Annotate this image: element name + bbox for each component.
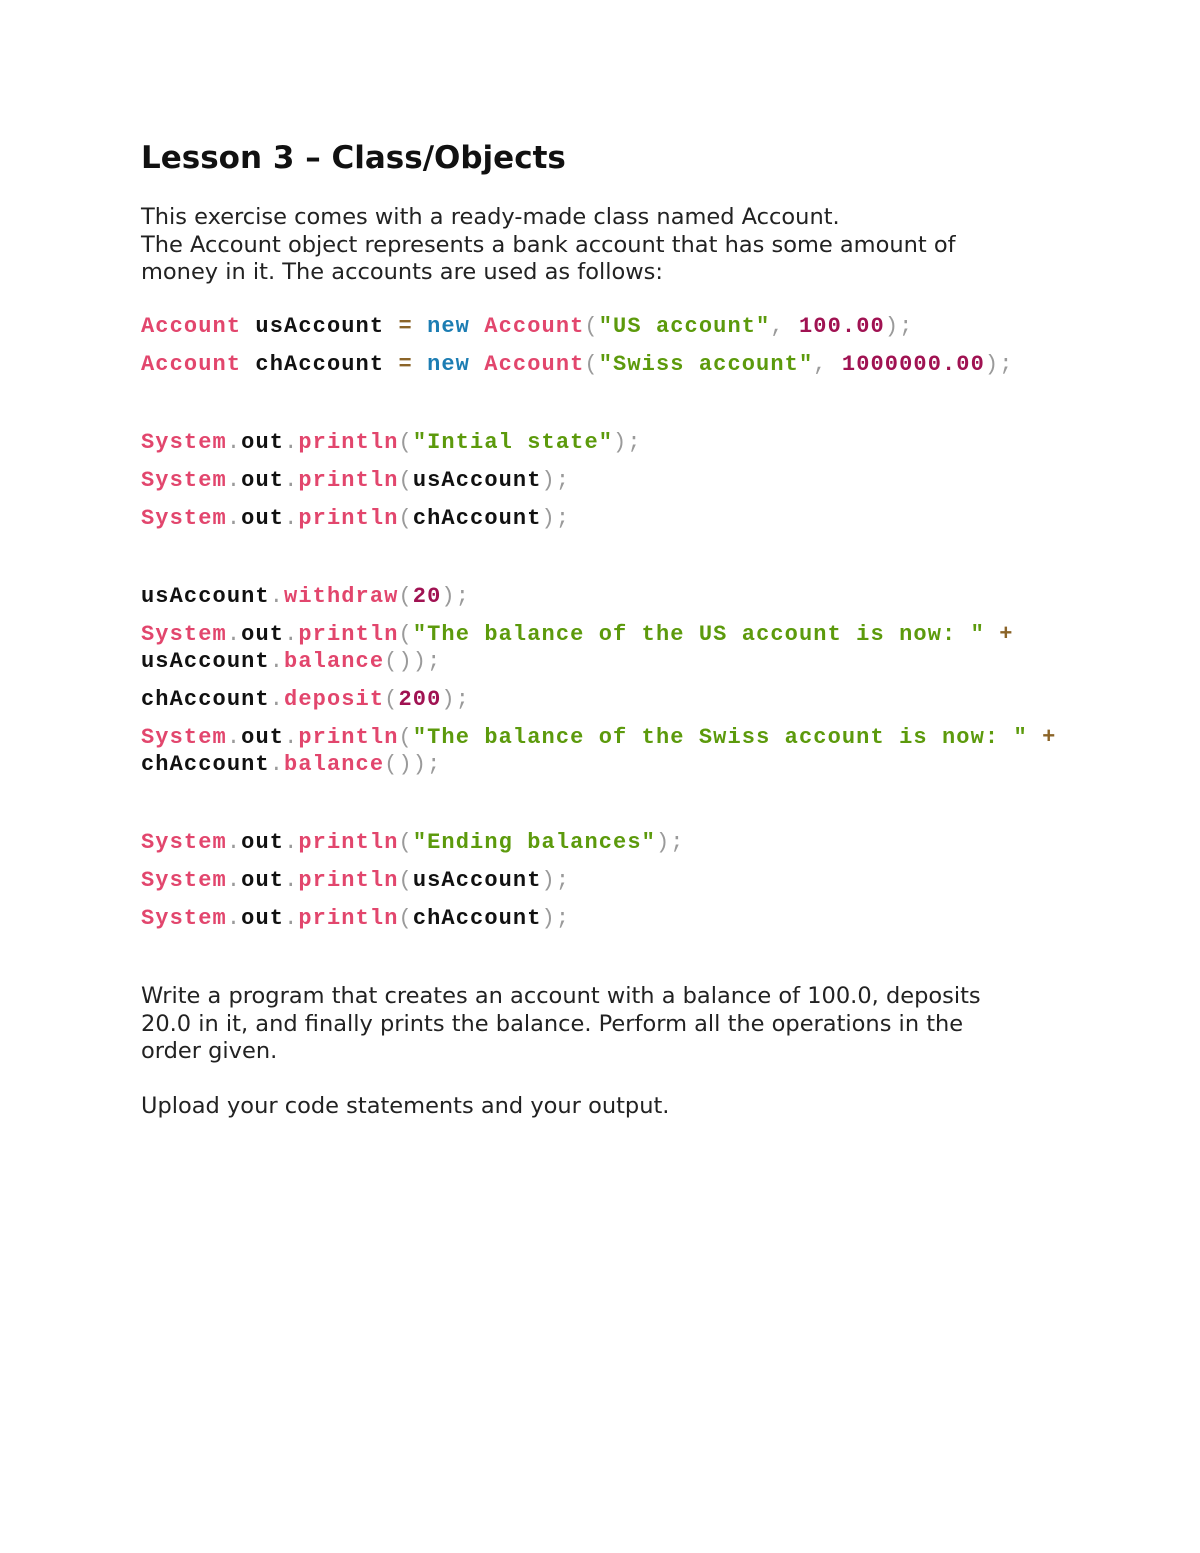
- code-token: .: [226, 506, 242, 531]
- code-token: balance: [284, 649, 385, 674]
- code-token: println: [298, 725, 399, 750]
- code-token: );: [541, 868, 571, 893]
- code-line: [141, 429, 642, 456]
- code-token: println: [298, 868, 399, 893]
- code-token: .: [284, 868, 299, 893]
- intro-line: This exercise comes with a ready-made class named Account.: [141, 204, 840, 230]
- code-token: 200: [398, 687, 442, 712]
- code-token: +: [1027, 725, 1057, 750]
- code-token: out: [241, 830, 285, 855]
- code-token: Account: [141, 314, 242, 339]
- code-token: (: [398, 430, 413, 455]
- code-line: [141, 648, 441, 675]
- intro-line: money in it. The accounts are used as follows:: [141, 259, 663, 285]
- code-token: .: [226, 830, 242, 855]
- code-token: (: [584, 314, 599, 339]
- code-line: [141, 867, 570, 894]
- code-token: out: [241, 868, 285, 893]
- code-token: usAccount: [241, 314, 399, 339]
- code-token: );: [984, 352, 1014, 377]
- code-line: [141, 583, 470, 610]
- code-token: .: [226, 468, 242, 493]
- code-token: "Ending balances": [412, 830, 656, 855]
- code-token: =: [398, 352, 413, 377]
- code-token: (: [398, 830, 413, 855]
- code-token: 100.00: [798, 314, 885, 339]
- code-token: );: [613, 430, 642, 455]
- code-token: (: [398, 584, 413, 609]
- code-token: (: [398, 725, 413, 750]
- code-token: ,: [770, 314, 799, 339]
- code-token: .: [284, 622, 299, 647]
- code-token: .: [226, 622, 242, 647]
- upload-instruction: Upload your code statements and your output.: [141, 1093, 670, 1119]
- code-token: "Intial state": [412, 430, 614, 455]
- page-title: Lesson 3 – Class/Objects: [141, 140, 566, 176]
- code-token: chAccount: [141, 687, 270, 712]
- code-token: out: [241, 622, 285, 647]
- code-token: .: [284, 725, 299, 750]
- code-token: .: [226, 725, 242, 750]
- code-token: .: [269, 752, 285, 777]
- code-token: .: [284, 506, 299, 531]
- code-token: System: [141, 906, 227, 931]
- code-token: "The balance of the Swiss account is now: ": [412, 725, 1028, 750]
- code-line: [141, 505, 570, 532]
- code-line: [141, 621, 1014, 648]
- intro-line: The Account object represents a bank account that has some amount of: [141, 231, 956, 258]
- code-token: ,: [813, 352, 842, 377]
- code-token: out: [241, 725, 285, 750]
- code-token: chAccount: [241, 352, 399, 377]
- code-token: println: [298, 506, 399, 531]
- code-token: .: [284, 830, 299, 855]
- code-token: usAccount: [141, 649, 270, 674]
- code-token: ());: [384, 752, 442, 777]
- code-token: [413, 352, 427, 377]
- code-token: println: [298, 622, 399, 647]
- code-line: [141, 686, 470, 713]
- code-token: "Swiss account": [598, 352, 814, 377]
- code-token: );: [441, 584, 470, 609]
- code-token: .: [284, 430, 299, 455]
- code-token: Account: [470, 314, 585, 339]
- code-token: out: [241, 430, 285, 455]
- code-token: println: [298, 830, 399, 855]
- code-token: .: [269, 649, 285, 674]
- code-token: chAccount: [412, 906, 542, 931]
- code-token: chAccount: [141, 752, 270, 777]
- code-token: Account: [141, 352, 242, 377]
- code-token: println: [298, 906, 399, 931]
- code-line: [141, 751, 441, 778]
- code-token: usAccount: [141, 584, 270, 609]
- code-line: [141, 829, 685, 856]
- code-token: System: [141, 506, 227, 531]
- code-token: "The balance of the US account is now: ": [412, 622, 985, 647]
- code-token: .: [284, 468, 299, 493]
- code-token: .: [226, 906, 242, 931]
- code-line: [141, 724, 1056, 751]
- code-token: .: [226, 430, 242, 455]
- code-token: balance: [284, 752, 385, 777]
- code-line: [141, 467, 570, 494]
- code-token: ());: [384, 649, 442, 674]
- code-token: System: [141, 725, 227, 750]
- code-token: );: [541, 468, 571, 493]
- code-token: usAccount: [412, 868, 542, 893]
- code-token: "US account": [598, 314, 771, 339]
- code-token: System: [141, 622, 227, 647]
- code-token: );: [441, 687, 471, 712]
- code-token: withdraw: [284, 584, 399, 609]
- code-token: .: [269, 584, 285, 609]
- code-token: .: [284, 906, 299, 931]
- code-token: );: [655, 830, 685, 855]
- code-token: (: [398, 906, 413, 931]
- code-token: println: [298, 430, 399, 455]
- code-token: +: [984, 622, 1014, 647]
- code-token: new: [427, 352, 470, 377]
- code-token: out: [241, 906, 285, 931]
- code-token: Account: [470, 352, 585, 377]
- code-token: usAccount: [412, 468, 542, 493]
- code-token: (: [384, 687, 399, 712]
- code-token: );: [541, 506, 571, 531]
- code-token: System: [141, 468, 227, 493]
- code-line: [141, 313, 913, 340]
- task-paragraph: [141, 983, 1081, 1066]
- code-token: System: [141, 868, 227, 893]
- code-token: deposit: [284, 687, 385, 712]
- code-token: (: [398, 622, 413, 647]
- code-token: );: [884, 314, 914, 339]
- code-token: 20: [412, 584, 442, 609]
- code-token: (: [398, 506, 413, 531]
- task-line: order given.: [141, 1038, 278, 1064]
- task-line: 20.0 in it, and finally prints the balance. Perform all the operations in the: [141, 1010, 964, 1037]
- code-token: out: [241, 506, 285, 531]
- code-token: System: [141, 430, 227, 455]
- code-token: [413, 314, 427, 339]
- code-token: .: [269, 687, 285, 712]
- code-token: (: [584, 352, 599, 377]
- code-token: new: [427, 314, 470, 339]
- code-token: .: [226, 868, 242, 893]
- code-token: chAccount: [412, 506, 542, 531]
- code-line: [141, 905, 570, 932]
- code-token: );: [541, 906, 571, 931]
- code-token: 1000000.00: [841, 352, 985, 377]
- code-token: out: [241, 468, 285, 493]
- code-token: System: [141, 830, 227, 855]
- code-line: [141, 351, 1014, 378]
- code-token: println: [298, 468, 399, 493]
- intro-paragraph: [141, 204, 1081, 287]
- code-token: (: [398, 868, 413, 893]
- code-token: =: [398, 314, 413, 339]
- code-token: (: [398, 468, 413, 493]
- task-line: Write a program that creates an account with a balance of 100.0, deposits: [141, 983, 981, 1009]
